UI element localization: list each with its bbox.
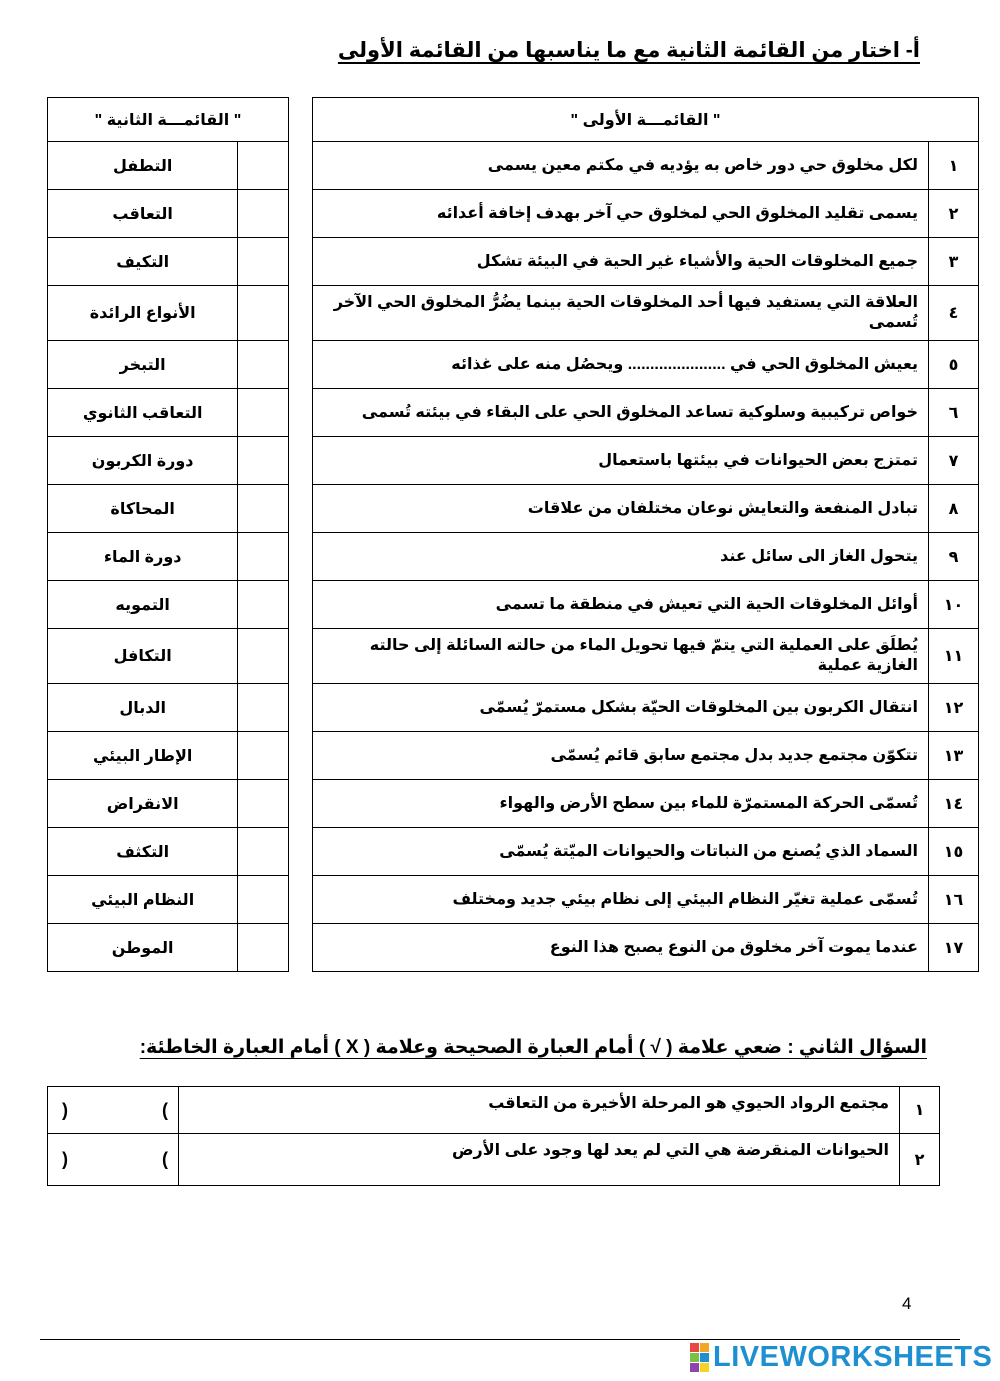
first-list-row [313,732,979,780]
answer-input-box[interactable] [238,190,289,238]
second-list-row [48,190,289,238]
first-list-row [313,828,979,876]
item-number: ١٤ [929,780,979,828]
paren-open: ( [162,1149,168,1169]
section1-title: أ- اختار من القائمة الثانية مع ما يناسبها من القائمة الأولى [337,39,920,62]
answer-input-box[interactable] [238,876,289,924]
answer-parentheses[interactable] [48,1087,179,1134]
answer-term: الانقراض [48,780,238,828]
second-list-row [48,629,289,684]
answer-parentheses[interactable] [48,1134,179,1186]
second-list-row [48,732,289,780]
item-statement: انتقال الكربون بين المخلوقات الحيّة بشكل مستمرّ يُسمّى [313,684,929,732]
first-list-row [313,485,979,533]
second-list-row [48,924,289,972]
paren-close: ) [62,1149,68,1169]
second-list-table [47,97,289,972]
item-statement: خواص تركيبية وسلوكية تساعد المخلوق الحي على البقاء في بيئته تُسمى [313,389,929,437]
answer-input-box[interactable] [238,828,289,876]
item-number: ٢ [929,190,979,238]
second-list-header: " القائمـــة الثانية " [48,98,289,142]
answer-term: النظام البيئي [48,876,238,924]
second-list-row [48,341,289,389]
item-statement: تمتزج بعض الحيوانات في بيئتها باستعمال [313,437,929,485]
item-statement: لكل مخلوق حي دور خاص به يؤديه في مكتم معين يسمى [313,142,929,190]
answer-term: التبخر [48,341,238,389]
answer-term: دورة الكربون [48,437,238,485]
answer-input-box[interactable] [238,732,289,780]
answer-term: التعاقب [48,190,238,238]
answer-term: التمويه [48,581,238,629]
answer-term: التكيف [48,238,238,286]
answer-term: الموطن [48,924,238,972]
item-statement: أوائل المخلوقات الحية التي تعيش في منطقة ما تسمى [313,581,929,629]
second-list-row [48,876,289,924]
item-statement: تبادل المنفعة والتعايش نوعان مختلفان من علاقات [313,485,929,533]
item-statement: تُسمّى الحركة المستمرّة للماء بين سطح الأرض والهواء [313,780,929,828]
first-list-row [313,924,979,972]
answer-term: الدبال [48,684,238,732]
first-list-row [313,684,979,732]
true-false-table [47,1086,940,1186]
answer-term: التطفل [48,142,238,190]
first-list-row [313,341,979,389]
item-statement: يُطلَق على العملية التي يتمّ فيها تحويل الماء من حالته السائلة إلى حالته الغازية عملية [313,629,929,684]
true-false-row [48,1134,940,1186]
first-list-row [313,238,979,286]
item-statement: يعيش المخلوق الحي في ...................... ويحصُل منه على غذائه [313,341,929,389]
second-list-row [48,684,289,732]
second-list-row [48,142,289,190]
item-statement: العلاقة التي يستفيد فيها أحد المخلوقات الحية بينما يضُرُّ المخلوق الحي الآخر تُسمى [313,286,929,341]
first-list-row [313,190,979,238]
paren-open: ( [162,1099,168,1120]
answer-term: التكثف [48,828,238,876]
answer-input-box[interactable] [238,581,289,629]
first-list-row [313,533,979,581]
item-number: ٥ [929,341,979,389]
second-list-row [48,533,289,581]
answer-term: الأنواع الرائدة [48,286,238,341]
item-number: ٩ [929,533,979,581]
paren-close: ) [62,1099,68,1120]
true-false-row [48,1087,940,1134]
item-number: ٨ [929,485,979,533]
liveworksheets-logo [690,1341,992,1373]
answer-input-box[interactable] [238,533,289,581]
item-statement: جميع المخلوقات الحية والأشياء غير الحية في البيئة تشكل [313,238,929,286]
first-list-row [313,437,979,485]
answer-term: التكافل [48,629,238,684]
second-list-row [48,581,289,629]
item-statement: عندما يموت آخر مخلوق من النوع يصبح هذا النوع [313,924,929,972]
first-list-row [313,629,979,684]
item-number: ١١ [929,629,979,684]
item-number: ١٦ [929,876,979,924]
first-list-table [312,97,979,972]
second-list-row [48,485,289,533]
second-list-row [48,437,289,485]
first-list-row [313,581,979,629]
question-number: ٢ [900,1134,940,1186]
first-list-row [313,876,979,924]
answer-input-box[interactable] [238,485,289,533]
answer-input-box[interactable] [238,924,289,972]
first-list-row [313,780,979,828]
second-list-row [48,780,289,828]
liveworksheets-icon [690,1343,709,1372]
answer-input-box[interactable] [238,286,289,341]
item-number: ٣ [929,238,979,286]
answer-input-box[interactable] [238,341,289,389]
item-number: ١٣ [929,732,979,780]
item-number: ٦ [929,389,979,437]
item-statement: السماد الذي يُصنع من النباتات والحيوانات الميّتة يُسمّى [313,828,929,876]
item-statement: تتكوّن مجتمع جديد بدل مجتمع سابق قائم يُسمّى [313,732,929,780]
answer-input-box[interactable] [238,780,289,828]
item-number: ١٠ [929,581,979,629]
answer-term: دورة الماء [48,533,238,581]
parentheses-wrap [48,1149,178,1170]
first-list-header: " القائمـــة الأولى " [313,98,979,142]
question-statement: مجتمع الرواد الحيوي هو المرحلة الأخيرة من التعاقب [179,1087,900,1134]
page-number: 4 [902,1294,912,1313]
second-list-row [48,286,289,341]
answer-input-box[interactable] [238,437,289,485]
item-number: ١٢ [929,684,979,732]
item-number: ٧ [929,437,979,485]
section2-title: السؤال الثاني : ضعي علامة ( √ ) أمام العبارة الصحيحة وعلامة ( X ) أمام العبارة الخاطئة: [139,1037,927,1058]
item-statement: يسمى تقليد المخلوق الحي لمخلوق حي آخر بهدف إخافة أعدائه [313,190,929,238]
item-number: ٤ [929,286,979,341]
answer-input-box[interactable] [238,684,289,732]
parentheses-wrap [48,1100,178,1121]
item-statement: يتحول الغاز الى سائل عند [313,533,929,581]
first-list-row [313,286,979,341]
answer-input-box[interactable] [238,142,289,190]
question-number: ١ [900,1087,940,1134]
first-list-row [313,142,979,190]
answer-input-box[interactable] [238,238,289,286]
item-number: ١ [929,142,979,190]
item-statement: تُسمّى عملية تغيّر النظام البيئي إلى نظام بيئي جديد ومختلف [313,876,929,924]
item-number: ١٧ [929,924,979,972]
second-list-row [48,828,289,876]
second-list-row [48,389,289,437]
question-statement: الحيوانات المنقرضة هي التي لم يعد لها وجود على الأرض [179,1134,900,1186]
answer-input-box[interactable] [238,389,289,437]
first-list-row [313,389,979,437]
answer-term: التعاقب الثانوي [48,389,238,437]
second-list-row [48,238,289,286]
item-number: ١٥ [929,828,979,876]
answer-input-box[interactable] [238,629,289,684]
answer-term: المحاكاة [48,485,238,533]
answer-term: الإطار البيئي [48,732,238,780]
brand-text: LIVEWORKSHEETS [713,1340,993,1373]
